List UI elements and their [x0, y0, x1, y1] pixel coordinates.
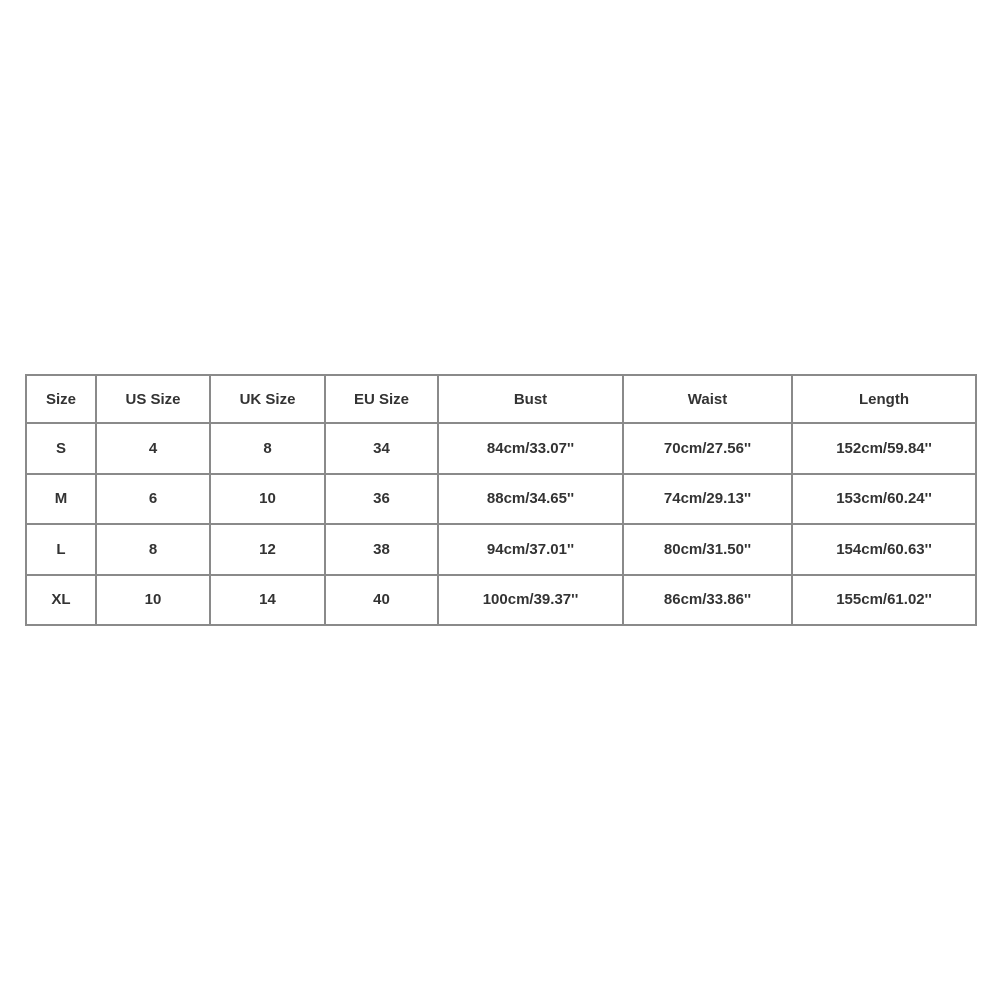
cell-us-size: 10 [96, 575, 210, 626]
header-uk-size: UK Size [210, 375, 325, 423]
cell-uk-size: 8 [210, 423, 325, 474]
cell-size: M [26, 474, 96, 525]
header-waist: Waist [623, 375, 792, 423]
cell-length: 155cm/61.02'' [792, 575, 976, 626]
cell-eu-size: 34 [325, 423, 438, 474]
cell-bust: 88cm/34.65'' [438, 474, 623, 525]
cell-eu-size: 38 [325, 524, 438, 575]
header-us-size: US Size [96, 375, 210, 423]
cell-waist: 86cm/33.86'' [623, 575, 792, 626]
cell-eu-size: 36 [325, 474, 438, 525]
cell-size: L [26, 524, 96, 575]
header-eu-size: EU Size [325, 375, 438, 423]
cell-length: 153cm/60.24'' [792, 474, 976, 525]
table-row [26, 575, 976, 626]
header-size: Size [26, 375, 96, 423]
table-row [26, 474, 976, 525]
cell-waist: 80cm/31.50'' [623, 524, 792, 575]
cell-us-size: 6 [96, 474, 210, 525]
cell-waist: 74cm/29.13'' [623, 474, 792, 525]
cell-uk-size: 12 [210, 524, 325, 575]
table-row [26, 524, 976, 575]
size-chart-table [25, 374, 977, 626]
header-bust: Bust [438, 375, 623, 423]
cell-bust: 94cm/37.01'' [438, 524, 623, 575]
cell-uk-size: 10 [210, 474, 325, 525]
cell-length: 152cm/59.84'' [792, 423, 976, 474]
cell-bust: 84cm/33.07'' [438, 423, 623, 474]
cell-uk-size: 14 [210, 575, 325, 626]
cell-waist: 70cm/27.56'' [623, 423, 792, 474]
header-length: Length [792, 375, 976, 423]
cell-bust: 100cm/39.37'' [438, 575, 623, 626]
header-row [26, 375, 976, 423]
cell-eu-size: 40 [325, 575, 438, 626]
cell-us-size: 4 [96, 423, 210, 474]
cell-size: XL [26, 575, 96, 626]
cell-length: 154cm/60.63'' [792, 524, 976, 575]
cell-us-size: 8 [96, 524, 210, 575]
cell-size: S [26, 423, 96, 474]
table-row [26, 423, 976, 474]
